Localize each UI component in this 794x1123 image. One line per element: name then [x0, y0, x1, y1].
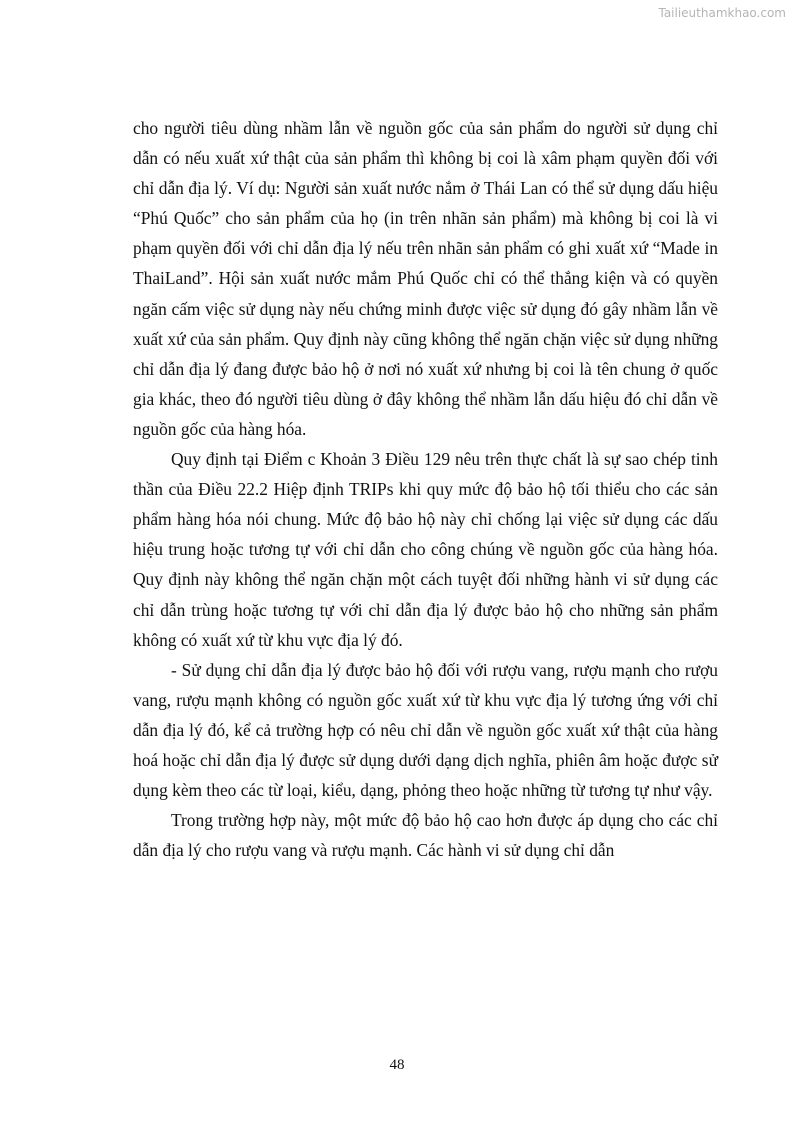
page-number: 48	[389, 1057, 405, 1073]
watermark-text: Tailieuthamkhao.com	[658, 6, 786, 20]
paragraph-continuation: cho người tiêu dùng nhầm lẫn về nguồn gốc của sản phẩm do người sử dụng chỉ dẫn có nếu xuất xứ thật của sản phẩm thì không bị coi là xâm phạm quyền đối với chỉ dẫn địa lý. Ví dụ: Người sản xuất nước nắm ở Thái Lan có thể sử dụng dấu hiệu “Phú Quốc” cho sản phẩm của họ (in trên nhãn sản phẩm) mà không bị coi là vi phạm quyền đối với chỉ dẫn địa lý nếu trên nhãn sản phẩm có ghi xuất xứ “Made in ThaiLand”. Hội sản xuất nước mắm Phú Quốc chỉ có thể thắng kiện và có quyền ngăn cấm việc sử dụng này nếu chứng minh được việc sử dụng đó gây nhầm lẫn về xuất xứ của sản phẩm. Quy định này cũng không thể ngăn chặn việc sử dụng những chỉ dẫn địa lý đang được bảo hộ ở nơi nó xuất xứ nhưng bị coi là tên chung ở quốc gia khác, theo đó người tiêu dùng ở đây không thể nhầm lẫn dấu hiệu đó chỉ dẫn về nguồn gốc của hàng hóa.	[133, 118, 718, 439]
paragraph-article-129: Quy định tại Điểm c Khoản 3 Điều 129 nêu trên thực chất là sự sao chép tinh thần của Điều 22.2 Hiệp định TRIPs khi quy mức độ bảo hộ tối thiểu cho các sản phẩm hàng hóa nói chung. Mức độ bảo hộ này chỉ chống lại việc sử dụng các dấu hiệu trung hoặc tương tự với chỉ dẫn cho công chúng về nguồn gốc của hàng hóa. Quy định này không thể ngăn chặn một cách tuyệt đối những hành vi sử dụng các chỉ dẫn trùng hoặc tương tự với chỉ dẫn địa lý được bảo hộ cho những sản phẩm không có xuất xứ từ khu vực địa lý đó.	[133, 449, 718, 650]
paragraph-wine-spirits-clause: - Sử dụng chỉ dẫn địa lý được bảo hộ đối với rượu vang, rượu mạnh cho rượu vang, rượu mạnh không có nguồn gốc xuất xứ từ khu vực địa lý tương ứng với chỉ dẫn địa lý đó, kể cả trường hợp có nêu chỉ dẫn về nguồn gốc xuất xứ thật của hàng hoá hoặc chỉ dẫn địa lý được sử dụng dưới dạng dịch nghĩa, phiên âm hoặc được sử dụng kèm theo các từ loại, kiểu, dạng, phỏng theo hoặc những từ tương tự như vậy.	[133, 659, 718, 801]
document-body	[133, 113, 718, 865]
paragraph-higher-protection: Trong trường hợp này, một mức độ bảo hộ cao hơn được áp dụng cho các chỉ dẫn địa lý cho rượu vang và rượu mạnh. Các hành vi sử dụng chỉ dẫn	[133, 810, 718, 861]
